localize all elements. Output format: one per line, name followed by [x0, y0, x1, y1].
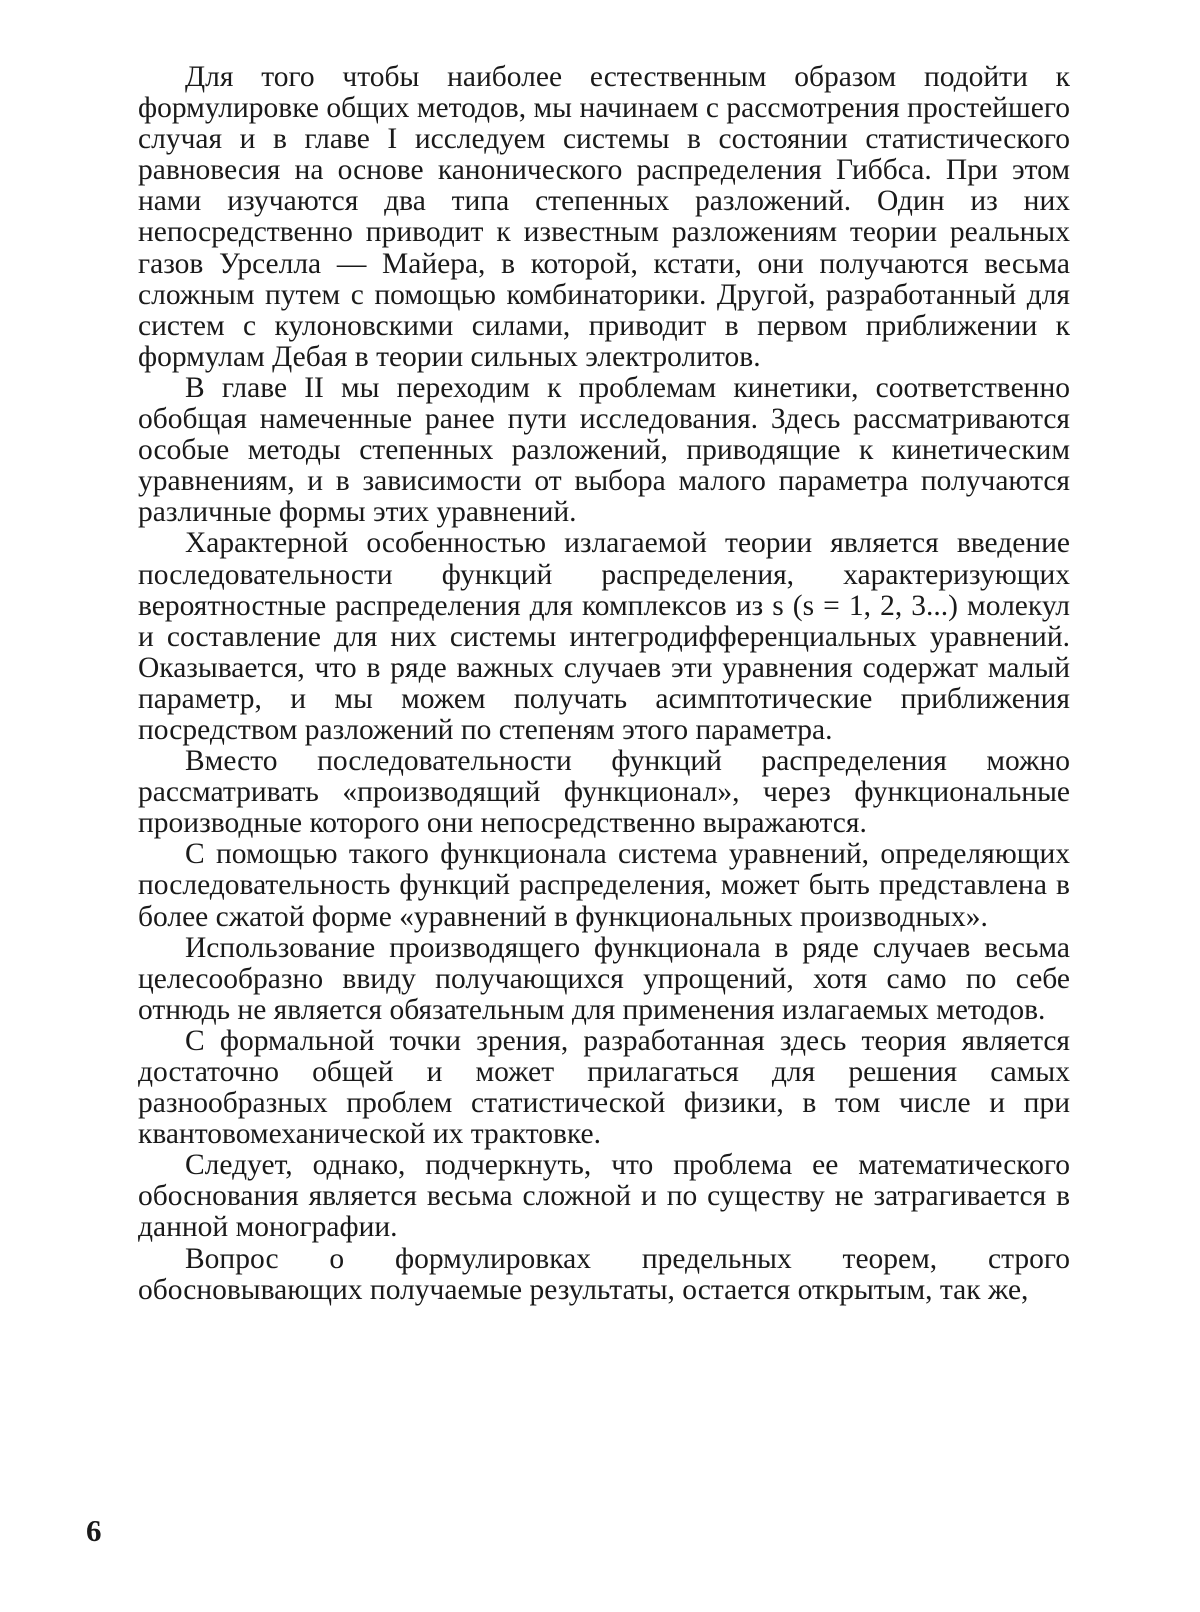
- paragraph-9: Вопрос о формулировках предельных теорем, строго обосновывающих получаемые результаты, остается открытым, так же,: [138, 1242, 1070, 1306]
- paragraph-5: С помощью такого функционала система уравнений, определяющих последовательность функций распределения, может быть представлена в более сжатой форме «уравнений в функциональных производных».: [138, 838, 1070, 933]
- body-text: [138, 62, 1070, 1306]
- paragraph-3: Характерной особенностью излагаемой теории является введение последовательности функций распределения, характеризующих вероятностные распределения для комплексов из s (s = 1, 2, 3...) молекул и составление для них системы интегродифференциальных уравнений. Оказывается, что в ряде важных случаев эти уравнения содержат малый параметр, и мы можем получать асимптотические приближения посредством разложений по степеням этого параметра.: [138, 527, 1070, 746]
- paragraph-2: В главе II мы переходим к проблемам кинетики, соответственно обобщая намеченные ранее пути исследования. Здесь рассматриваются особые методы степенных разложений, приводящие к кинетическим уравнениям, и в зависимости от выбора малого параметра получаются различные формы этих уравнений.: [138, 371, 1070, 529]
- paragraph-8: Следует, однако, подчеркнуть, что проблема ее математического обоснования является весьма сложной и по существу не затрагивается в данной монографии.: [138, 1149, 1070, 1244]
- page-number: 6: [86, 1513, 102, 1548]
- paragraph-6: Использование производящего функционала в ряде случаев весьма целесообразно ввиду получающихся упрощений, хотя само по себе отнюдь не является обязательным для применения излагаемых методов.: [138, 931, 1070, 1026]
- paragraph-4: Вместо последовательности функций распределения можно рассматривать «производящий функционал», через функциональные производные которого они непосредственно выражаются.: [138, 745, 1070, 840]
- paragraph-1: Для того чтобы наиболее естественным образом подойти к формулировке общих методов, мы начинаем с рассмотрения простейшего случая и в главе I исследуем системы в состоянии статистического равновесия на основе канонического распределения Гиббса. При этом нами изучаются два типа степенных разложений. Один из них непосредственно приводит к известным разложениям теории реальных газов Урселла — Майера, в которой, кстати, они получаются весьма сложным путем с помощью комбинаторики. Другой, разработанный для систем с кулоновскими силами, приводит в первом приближении к формулам Дебая в теории сильных электролитов.: [138, 61, 1070, 373]
- paragraph-7: С формальной точки зрения, разработанная здесь теория является достаточно общей и может прилагаться для решения самых разнообразных проблем статистической физики, в том числе и при квантовомеханической их трактовке.: [138, 1024, 1070, 1151]
